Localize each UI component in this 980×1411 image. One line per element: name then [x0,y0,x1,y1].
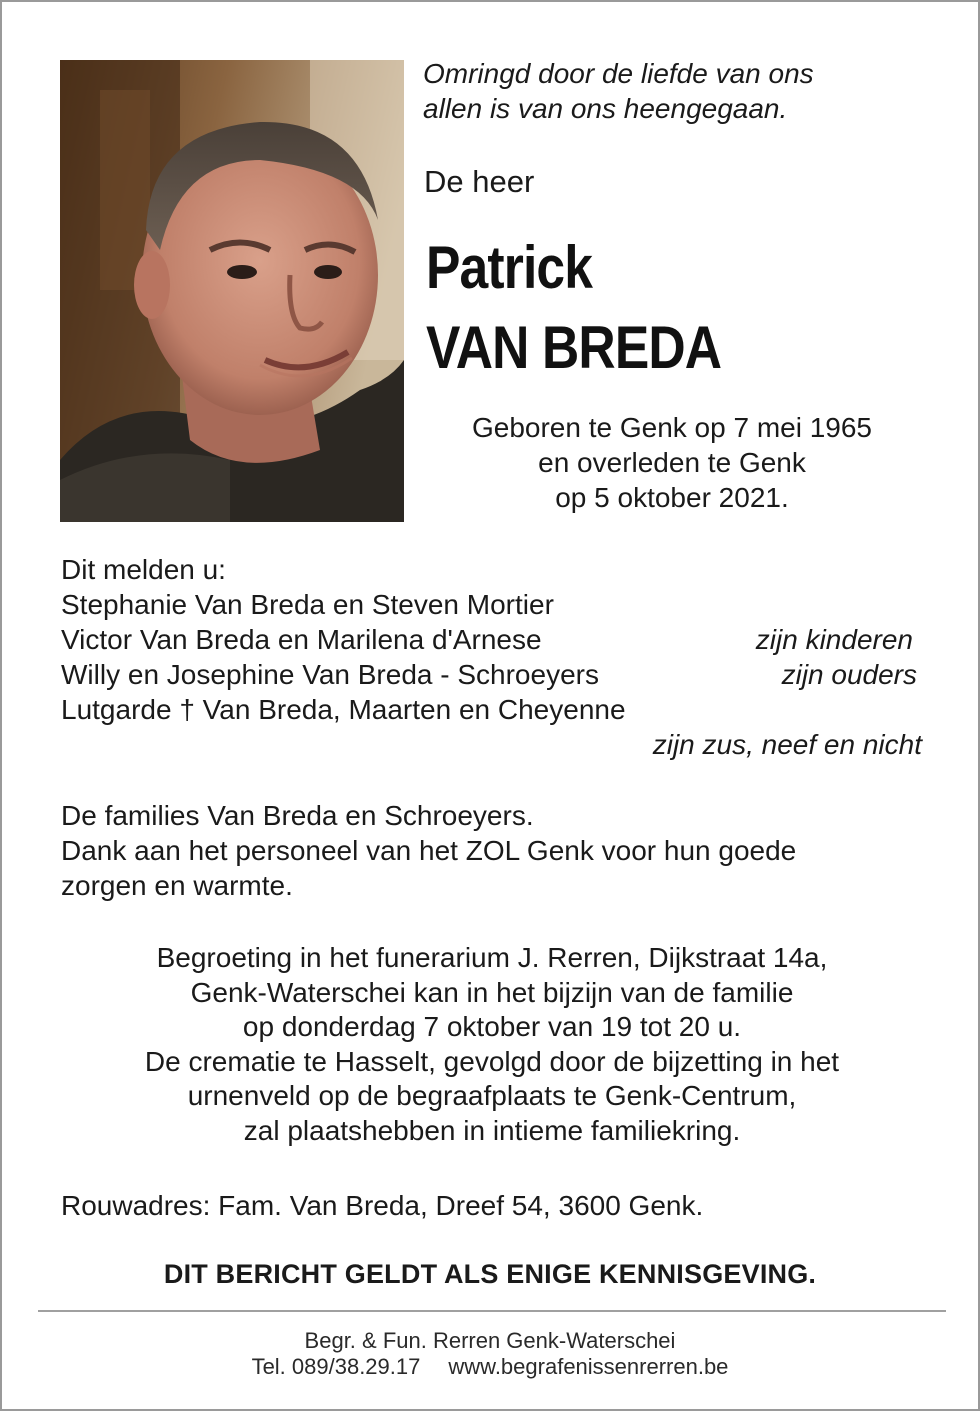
families-line: Dank aan het personeel van het ZOL Genk voor hun goede [61,835,797,866]
mourner-names: Victor Van Breda en Marilena d'Arnese [61,624,542,655]
deceased-name [426,228,721,388]
dates-line: en overleden te Genk [538,447,806,478]
title-prefix: De heer [424,164,535,199]
ceremony-line: Genk-Waterschei kan in het bijzijn van de familie [190,976,794,1008]
mourner-role: zijn kinderen [755,624,913,655]
dates-line: op 5 oktober 2021. [555,482,789,513]
announcement-heading: Dit melden u: [61,554,226,585]
life-dates [422,410,922,515]
dates-line: Geboren te Genk op 7 mei 1965 [471,412,873,443]
ceremony-line: Begroeting in het funerarium J. Rerren, Dijkstraat 14a, [156,942,828,973]
phone-number: Tel. 089/38.29.17 [251,1354,421,1379]
intro-line: allen is van ons heengegaan. [423,93,788,124]
families-text [61,798,941,903]
website-link[interactable]: www.begrafenissenrerren.be [448,1354,729,1379]
ceremony-line: De crematie te Hasselt, gevolgd door de bijzetting in het [144,1045,840,1077]
list-item [61,587,931,622]
intro-text [423,56,943,126]
divider [38,1310,946,1312]
official-notice: DIT BERICHT GELDT ALS ENIGE KENNISGEVING. [163,1259,817,1289]
intro-line: Omringd door de liefde van ons [423,58,814,89]
mourner-names: Willy en Josephine Van Breda - Schroeyers [61,659,599,690]
list-item [61,692,931,727]
ceremony-line: urnenveld op de begraafplaats te Genk-Centrum, [187,1080,797,1111]
list-item [61,657,931,692]
last-name: VAN BREDA [426,314,722,381]
trailing-role: zijn zus, neef en nicht [652,729,922,760]
list-item [61,622,931,657]
mourner-role: zijn ouders [781,659,917,690]
announcement-list [61,552,931,762]
contact-line [2,1354,978,1380]
company-name: Begr. & Fun. Rerren Genk-Waterschei [304,1328,676,1353]
first-name: Patrick [426,234,593,301]
ceremony-line: op donderdag 7 oktober van 19 tot 20 u. [242,1011,742,1042]
mourner-names: Stephanie Van Breda en Steven Mortier [61,589,554,620]
portrait-photo [60,60,404,522]
ceremony-line: zal plaatshebben in intieme familiekring. [243,1114,741,1146]
mourning-address: Rouwadres: Fam. Van Breda, Dreef 54, 3600 Genk. [61,1190,704,1221]
ceremony-details [42,941,942,1148]
mourner-names: Lutgarde † Van Breda, Maarten en Cheyenne [61,694,626,725]
families-line: zorgen en warmte. [61,870,293,901]
funeral-home-footer [2,1328,978,1380]
families-line: De families Van Breda en Schroeyers. [61,800,534,831]
